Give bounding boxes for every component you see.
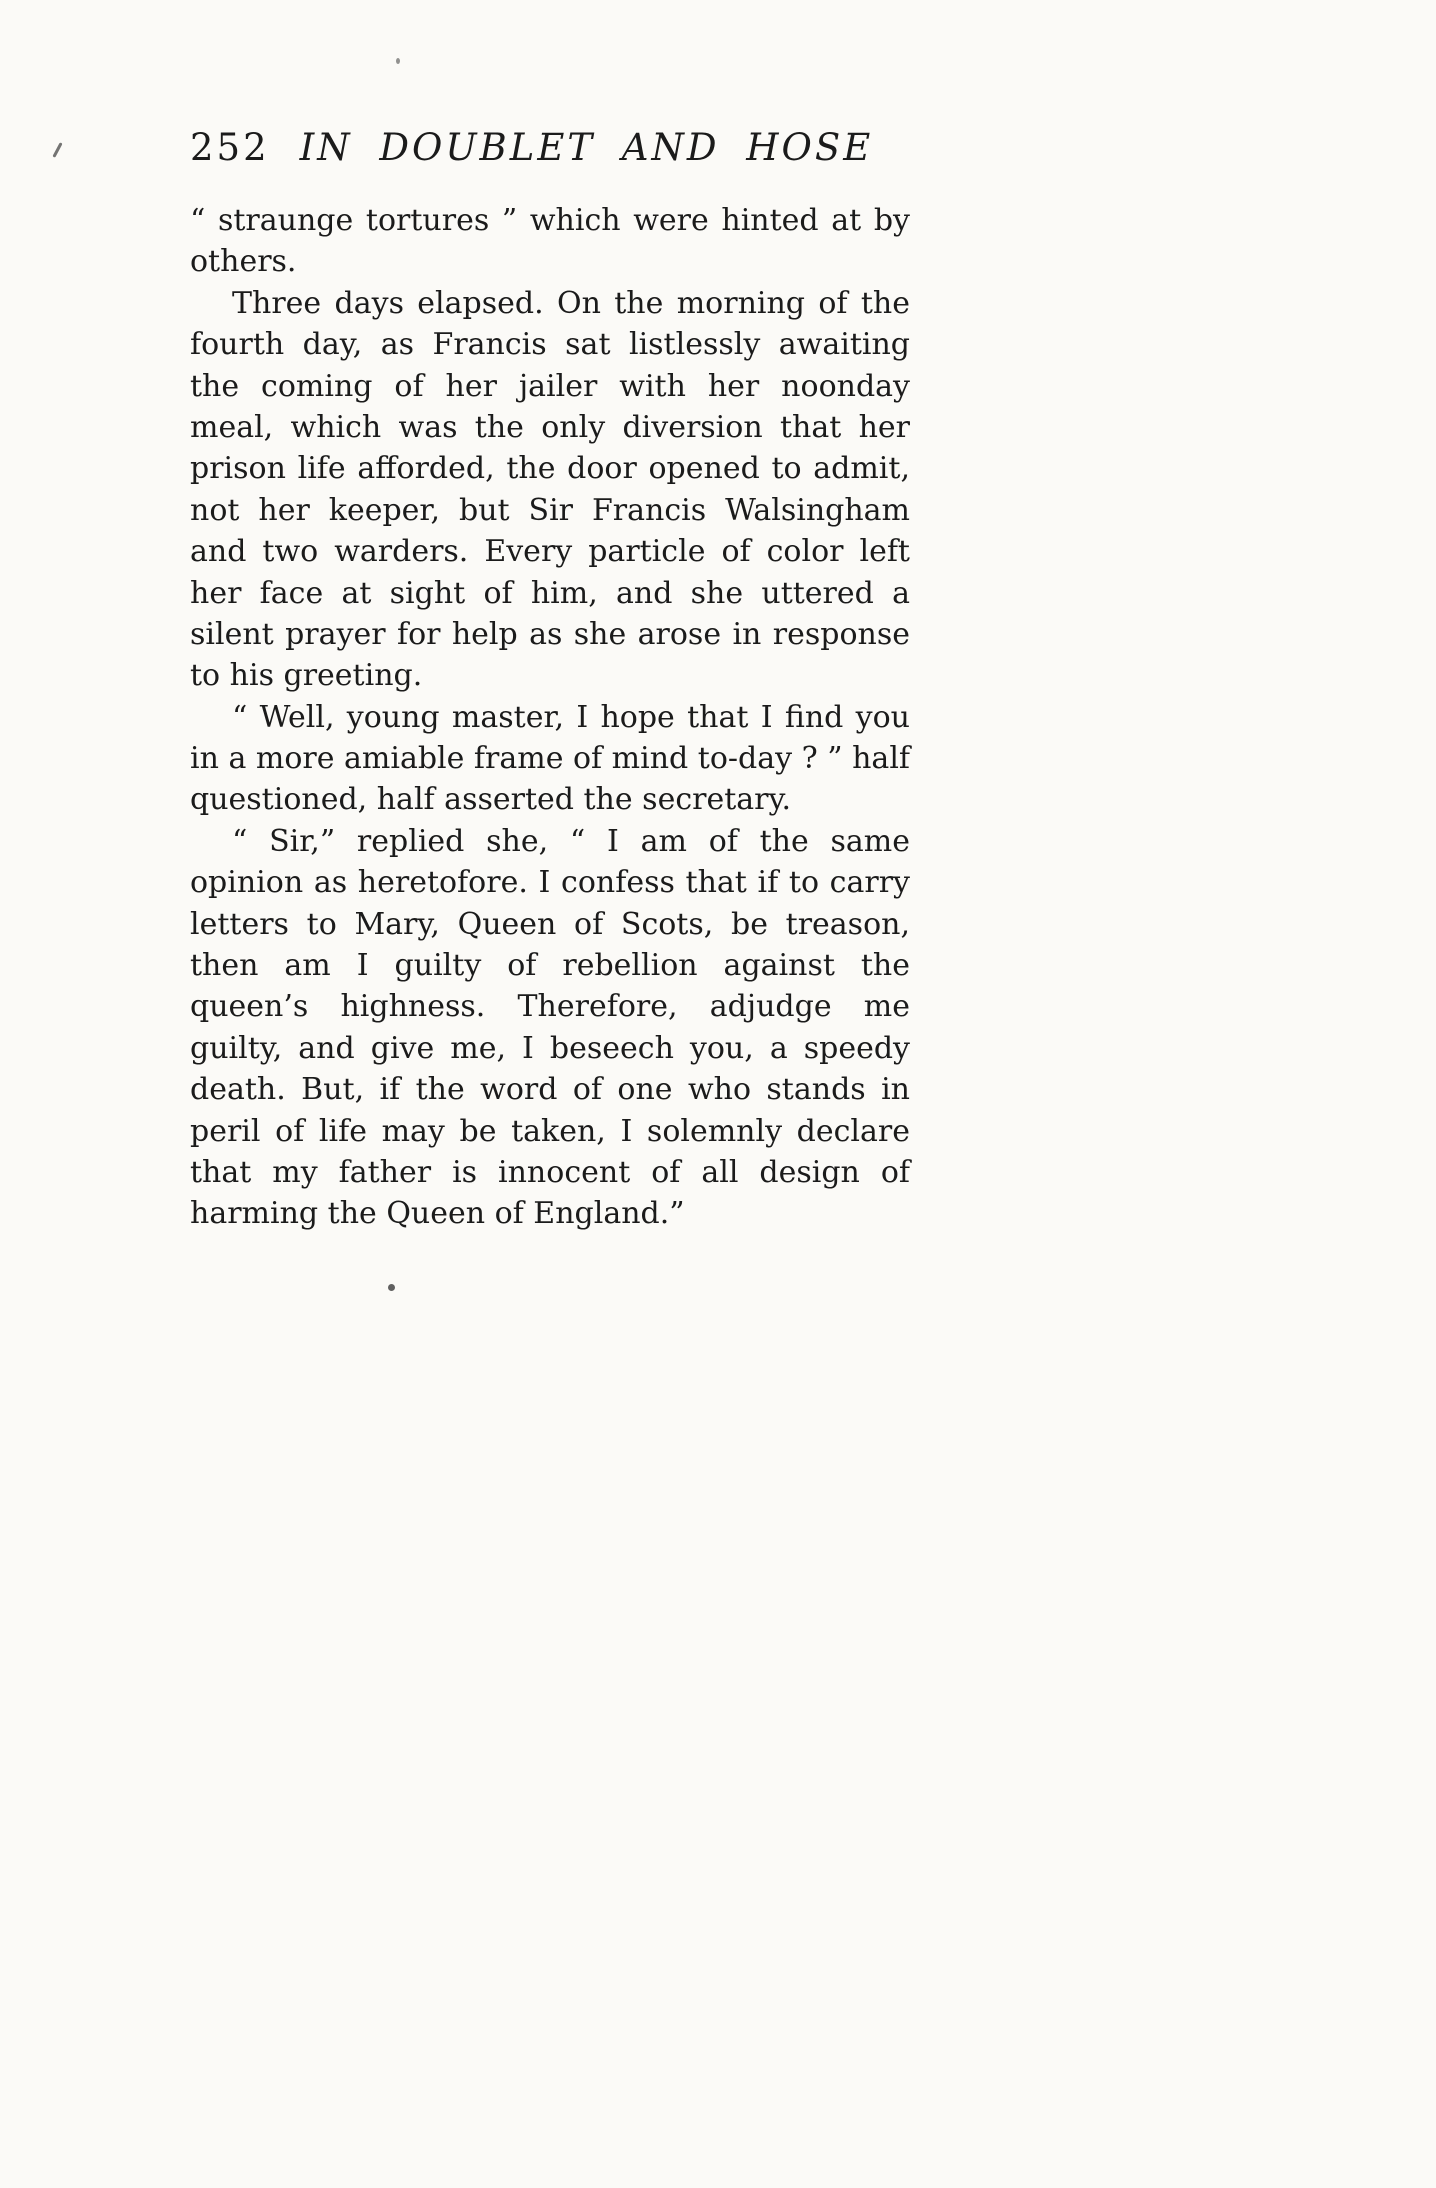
running-title: IN DOUBLET AND HOSE [299, 126, 874, 169]
paragraph: “ Well, young master, I hope that I find you in a more amiable frame of mind to-day ? ” half questioned, half asserted the secretary. [190, 699, 911, 818]
scan-artifact-mark [52, 142, 62, 158]
page-number: 252 [190, 126, 270, 169]
page-header [190, 126, 920, 169]
page-text [190, 200, 910, 1235]
paragraph: Three days elapsed. On the morning of the fourth day, as Francis sat listlessly awaiting the coming of her jailer with her noonday meal, which was the only diversion that her prison life afforded, the door opened to admit, not her keeper, but Sir Francis Walsingham and two warders. Every particle of color left her face at sight of him, and she uttered a silent prayer for help as she arose in response to his greeting. [190, 285, 910, 694]
paragraph: “ Sir,” replied she, “ I am of the same opinion as heretofore. I confess that if to carry letters to Mary, Queen of Scots, be treason, then am I guilty of rebellion against the queen’s highness. Therefore, adjudge me guilty, and give me, I beseech you, a speedy death. But, if the word of one who stands in peril of life may be taken, I solemnly declare that my father is innocent of all design of harming the Queen of England.” [190, 823, 910, 1232]
scan-artifact-dot [388, 1284, 395, 1291]
paragraph: “ straunge tortures ” which were hinted at by others. [190, 203, 910, 280]
scan-artifact-speck [396, 58, 400, 64]
